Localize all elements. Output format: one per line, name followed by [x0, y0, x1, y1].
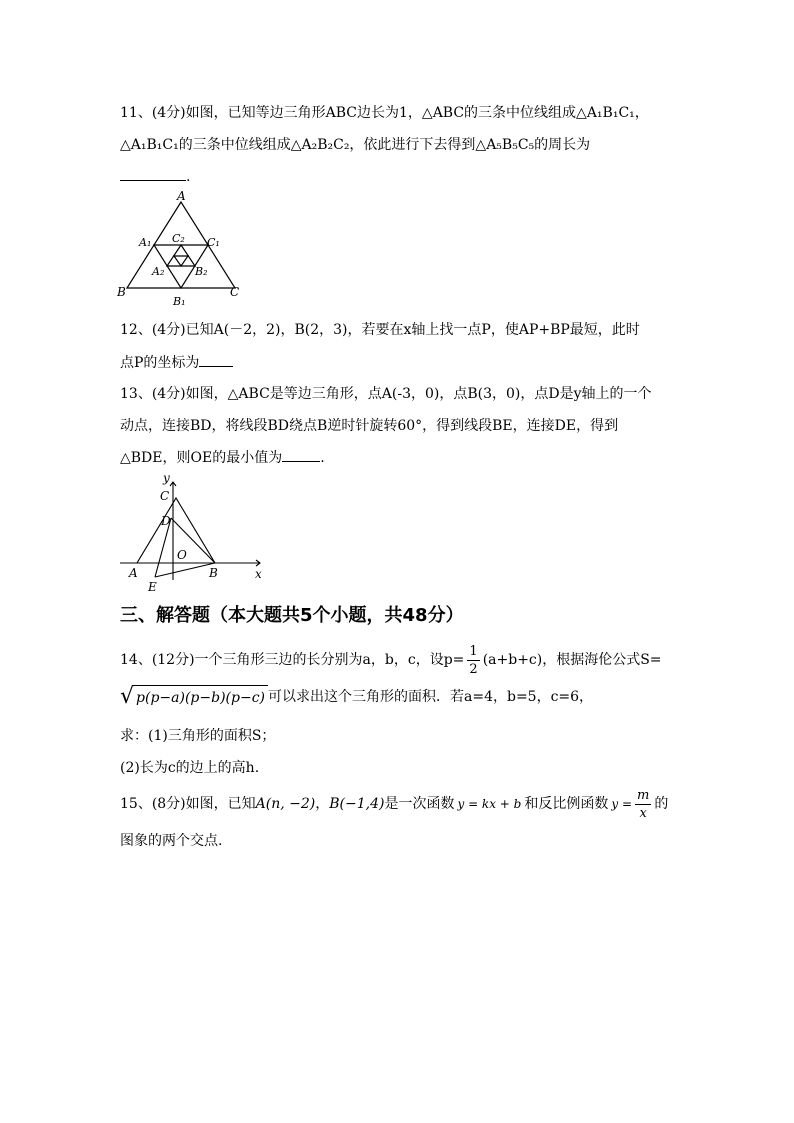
q14-line3: 求：(1)三角形的面积S； [120, 728, 276, 744]
q11-line3 [120, 166, 190, 187]
q13-line3-text: △BDE，则OE的最小值为 [120, 450, 283, 466]
q11-line1: 11、(4分)如图，已知等边三角形ABC边长为1，△ABC的三条中位线组成△A₁B₁C₁， [120, 105, 649, 121]
fraction-one-half [467, 644, 479, 677]
sqrt-expression: p(p−a)(p−b)(p−c) [134, 685, 268, 709]
triangle-a3b3c3 [174, 256, 188, 266]
sqrt-symbol: √ [120, 684, 135, 709]
answer-blank[interactable] [120, 166, 186, 181]
label-c1: C₁ [207, 236, 220, 249]
fraction-denominator: x [639, 805, 647, 821]
separator: ， [315, 796, 330, 812]
label-o: O [177, 548, 187, 562]
q15-line1 [120, 788, 668, 820]
q14-line2 [120, 685, 593, 709]
q14-text-pre: 14、(12分)一个三角形三边的长分别为a，b，c，设p= [120, 652, 465, 668]
label-a1: A₁ [139, 236, 152, 249]
period: . [186, 169, 191, 185]
q13-line2: 动点，连接BD，将线段BD绕点B逆时针旋转60°，得到线段BE，连接DE，得到 [120, 418, 619, 434]
label-c2: C₂ [172, 232, 185, 245]
label-b2: B₂ [195, 265, 208, 278]
label-a: A [177, 189, 186, 203]
triangle-abc [137, 498, 215, 563]
q12-line2-text: 点P的坐标为 [120, 355, 200, 371]
point-a: A(n, −2) [255, 796, 316, 812]
q14-text-post: (a+b+c)，根据海伦公式S= [482, 652, 662, 668]
q12-line2 [120, 352, 233, 373]
q15-text-and: 和反比例函数 [524, 796, 609, 812]
answer-blank[interactable] [199, 352, 233, 367]
linear-function: y = kx + b [457, 797, 522, 811]
label-c: C [230, 285, 240, 299]
q13-line1: 13、(4分)如图，△ABC是等边三角形，点A(-3，0)，点B(3，0)，点D是y轴上的一个 [120, 386, 652, 402]
q15-text-mid: 是一次函数 [384, 796, 455, 812]
inverse-function-lhs: y = [611, 797, 632, 811]
label-b: B [117, 285, 126, 299]
q11-figure [115, 188, 245, 310]
label-c: C [160, 489, 170, 503]
q11-line2: △A₁B₁C₁的三条中位线组成△A₂B₂C₂，依此进行下去得到△A₅B₅C₅的周长为 [120, 137, 591, 153]
period: . [320, 450, 325, 466]
fraction-denominator: 2 [469, 661, 478, 677]
answer-blank[interactable] [282, 447, 320, 462]
q14-line4: (2)长为c的边上的高h. [120, 760, 260, 776]
fraction-numerator: m [637, 787, 650, 803]
label-b: B [209, 566, 218, 580]
point-b: B(−1,4) [329, 796, 385, 812]
q14-line1 [120, 645, 662, 675]
fraction-m-over-x [635, 788, 651, 821]
label-b1: B₁ [173, 295, 186, 308]
q15-line2: 图象的两个交点. [120, 833, 223, 849]
q13-figure [115, 470, 275, 595]
segment-be [155, 563, 215, 577]
q14-line2-text: 可以求出这个三角形的面积．若a=4，b=5，c=6， [268, 689, 594, 705]
section-heading: 三、解答题（本大题共5个小题，共48分） [120, 605, 464, 626]
q13-line3 [120, 447, 325, 468]
label-d: D [161, 514, 171, 528]
label-a: A [129, 566, 138, 580]
label-e: E [148, 580, 157, 594]
label-y: y [163, 471, 170, 485]
q15-text-pre: 15、(8分)如图，已知 [120, 796, 256, 812]
q12-line1: 12、(4分)已知A(－2，2)，B(2，3)，若要在x轴上找一点P，使AP+BP最短，此时 [120, 322, 640, 338]
fraction-numerator: 1 [469, 643, 478, 659]
label-x: x [255, 567, 262, 581]
label-a2: A₂ [152, 265, 165, 278]
q15-text-end: 的 [654, 796, 669, 812]
heron-sqrt [120, 685, 268, 709]
